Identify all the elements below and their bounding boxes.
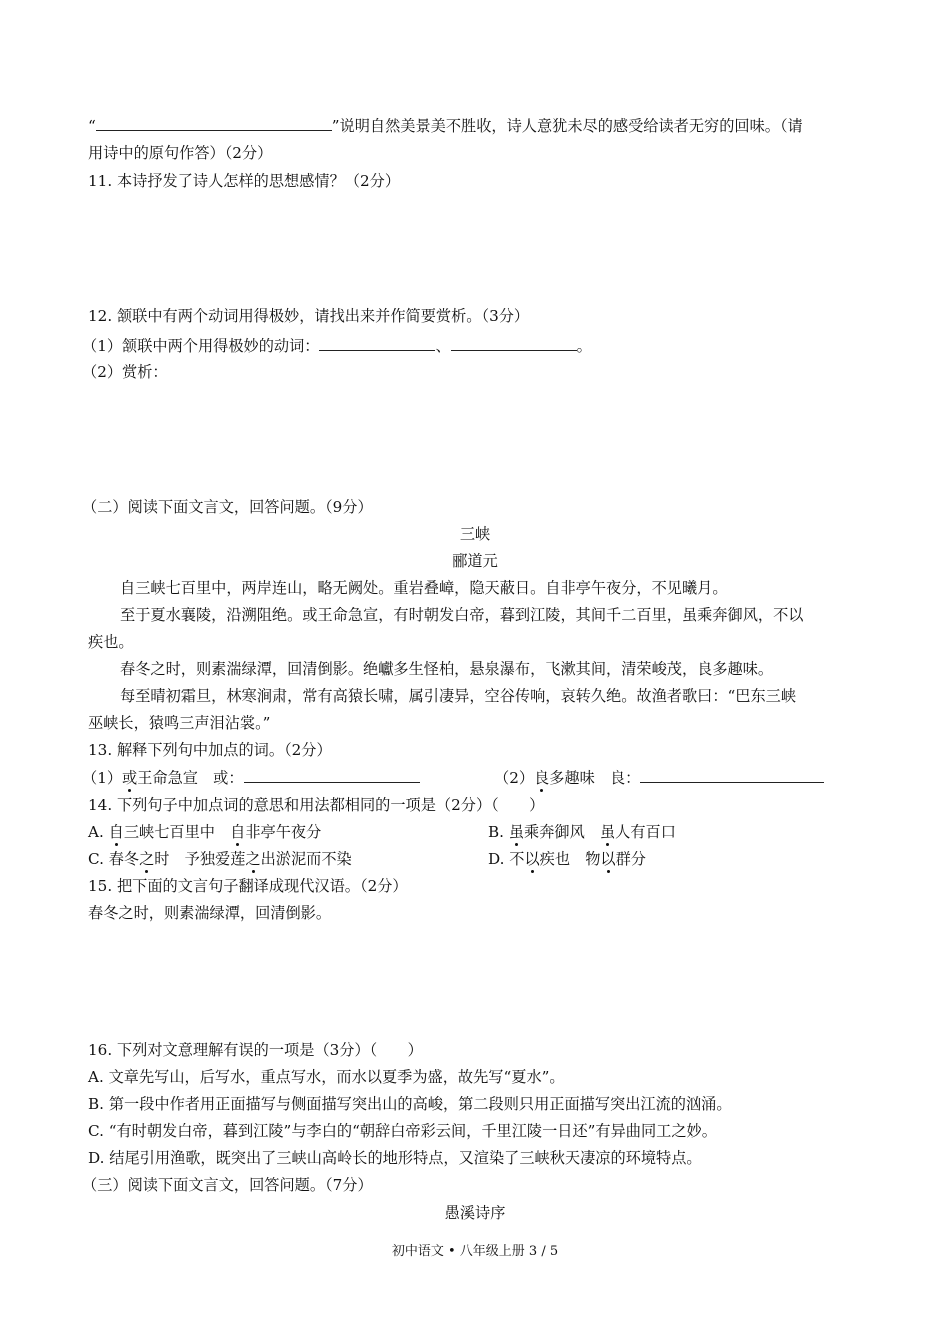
q16-question: 16. 下列对文意理解有误的一项是（3分）（ ） (88, 1041, 423, 1059)
q14-c-dot2: 之 (245, 850, 261, 868)
q14-a-dot1: 自 (108, 823, 124, 841)
q13-question: 13. 解释下列句中加点的词。（2分） (88, 741, 332, 759)
q14-c-mid: 时 予独爱莲 (154, 850, 246, 868)
q14-a-mid: 三峡七百里中 (123, 823, 231, 841)
q14-d-mid: 疾也 物 (539, 850, 601, 868)
q14-question: 14. 下列句子中加点词的意思和用法都相同的一项是（2分）（ ） (88, 796, 545, 814)
passage-paragraph-4-line1: 每至晴初霜旦，林寒涧肃，常有高猿长啸，属引凄异，空谷传响，哀转久绝。故渔者歌曰：“巴东三峡 (120, 687, 797, 705)
passage-paragraph-4-line2: 巫峡长，猿鸣三声泪沾裳。” (88, 714, 271, 732)
q12-end-mark: 。 (576, 337, 592, 355)
q13-item1 (82, 768, 420, 788)
passage-title: 三峡 (459, 525, 491, 543)
q13-blank-1[interactable] (244, 768, 420, 783)
q13-item2-text: 多趣味 良： (549, 769, 641, 787)
q12-sub1 (82, 336, 592, 356)
q14-option-a[interactable] (88, 822, 321, 842)
q12-verb1-blank[interactable] (319, 336, 435, 351)
q13-item2-num: （2） (494, 769, 535, 787)
q14-a-post: 非亭午夜分 (245, 823, 322, 841)
q14-b-post: 人有百口 (615, 823, 676, 841)
q10-open-quote: “ (88, 117, 96, 135)
q13-blank-2[interactable] (640, 768, 824, 783)
passage-paragraph-2-line1: 至于夏水襄陵，沿溯阻绝。或王命急宣，有时朝发白帝，暮到江陵，其间千二百里，虽乘奔御风，不以 (120, 606, 804, 624)
q14-b-mid: 乘奔御风 (524, 823, 600, 841)
q16-option-b[interactable]: B. 第一段中作者用正面描写与侧面描写突出山的高峻，第二段则只用正面描写突出江流的汹涌。 (88, 1095, 732, 1113)
q10-line2: 用诗中的原句作答）（2分） (88, 144, 273, 162)
q10-text: ”说明自然美景美不胜收，诗人意犹未尽的感受给读者无穷的回味。（请 (331, 117, 803, 135)
q14-b-dot2: 虽 (599, 823, 616, 841)
q14-d-post: 群分 (615, 850, 646, 868)
q14-c-post: 出淤泥而不染 (260, 850, 352, 868)
page-footer: 初中语文 • 八年级上册 3 / 5 (391, 1244, 559, 1259)
q16-option-c[interactable]: C. “有时朝发白帝，暮到江陵”与李白的“朝辞白帝彩云间，千里江陵一日还”有异曲同工之妙。 (88, 1122, 717, 1140)
q13-item2 (494, 768, 824, 788)
q14-a-dot2: 自 (230, 823, 246, 841)
q14-d-dot1: 以 (524, 850, 540, 868)
q13-item1-text: 王命急宣 或： (137, 769, 244, 787)
q13-item1-num: （1） (82, 769, 123, 787)
q13-dotted-word-1: 或 (122, 769, 138, 787)
q13-dotted-word-2: 良 (534, 769, 550, 787)
q14-c-prefix: C. 春冬 (88, 850, 140, 868)
passage-paragraph-3: 春冬之时，则素湍绿潭，回清倒影。绝巘多生怪柏，悬泉瀑布，飞漱其间，清荣峻茂，良多趣味。 (120, 660, 774, 678)
passage-author: 郦道元 (452, 552, 498, 570)
q12-verb2-blank[interactable] (451, 336, 577, 351)
q14-option-d[interactable] (488, 849, 646, 869)
q14-b-dot1: 虽 (508, 823, 525, 841)
q15-question: 15. 把下面的文言句子翻译成现代汉语。（2分） (88, 877, 408, 895)
q14-b-prefix: B. (488, 823, 509, 841)
q16-option-a[interactable]: A. 文章先写山，后写水，重点写水，而水以夏季为盛，故先写“夏水”。 (88, 1068, 565, 1086)
q16-option-d[interactable]: D. 结尾引用渔歌，既突出了三峡山高岭长的地形特点，又渲染了三峡秋天凄凉的环境特点。 (88, 1149, 702, 1167)
q14-c-dot1: 之 (139, 850, 155, 868)
q10-answer-blank[interactable] (96, 116, 332, 131)
passage-paragraph-1: 自三峡七百里中，两岸连山，略无阙处。重岩叠嶂，隐天蔽日。自非亭午夜分，不见曦月。 (120, 579, 728, 597)
q14-a-prefix: A. (88, 823, 109, 841)
q14-d-dot2: 以 (600, 850, 616, 868)
q15-sentence: 春冬之时，则素湍绿潭，回清倒影。 (88, 904, 331, 922)
section3-title: 愚溪诗序 (444, 1204, 506, 1222)
q14-option-c[interactable] (88, 849, 352, 869)
q12-sub2: （2）赏析： (82, 363, 168, 381)
q12-separator: 、 (435, 337, 451, 355)
q14-d-prefix: D. 不 (488, 850, 525, 868)
section2-heading: （二）阅读下面文言文，回答问题。（9分） (82, 498, 373, 516)
q14-option-b[interactable] (488, 822, 676, 842)
section3-heading: （三）阅读下面文言文，回答问题。（7分） (82, 1176, 373, 1194)
passage-paragraph-2-line2: 疾也。 (88, 633, 134, 651)
q12-sub1-label: （1）颔联中两个用得极妙的动词： (82, 337, 320, 355)
q12-question: 12. 颔联中有两个动词用得极妙，请找出来并作简要赏析。（3分） (88, 307, 530, 325)
q11-question: 11. 本诗抒发了诗人怎样的思想感情？（2分） (88, 172, 401, 190)
q10-line1 (88, 116, 803, 136)
